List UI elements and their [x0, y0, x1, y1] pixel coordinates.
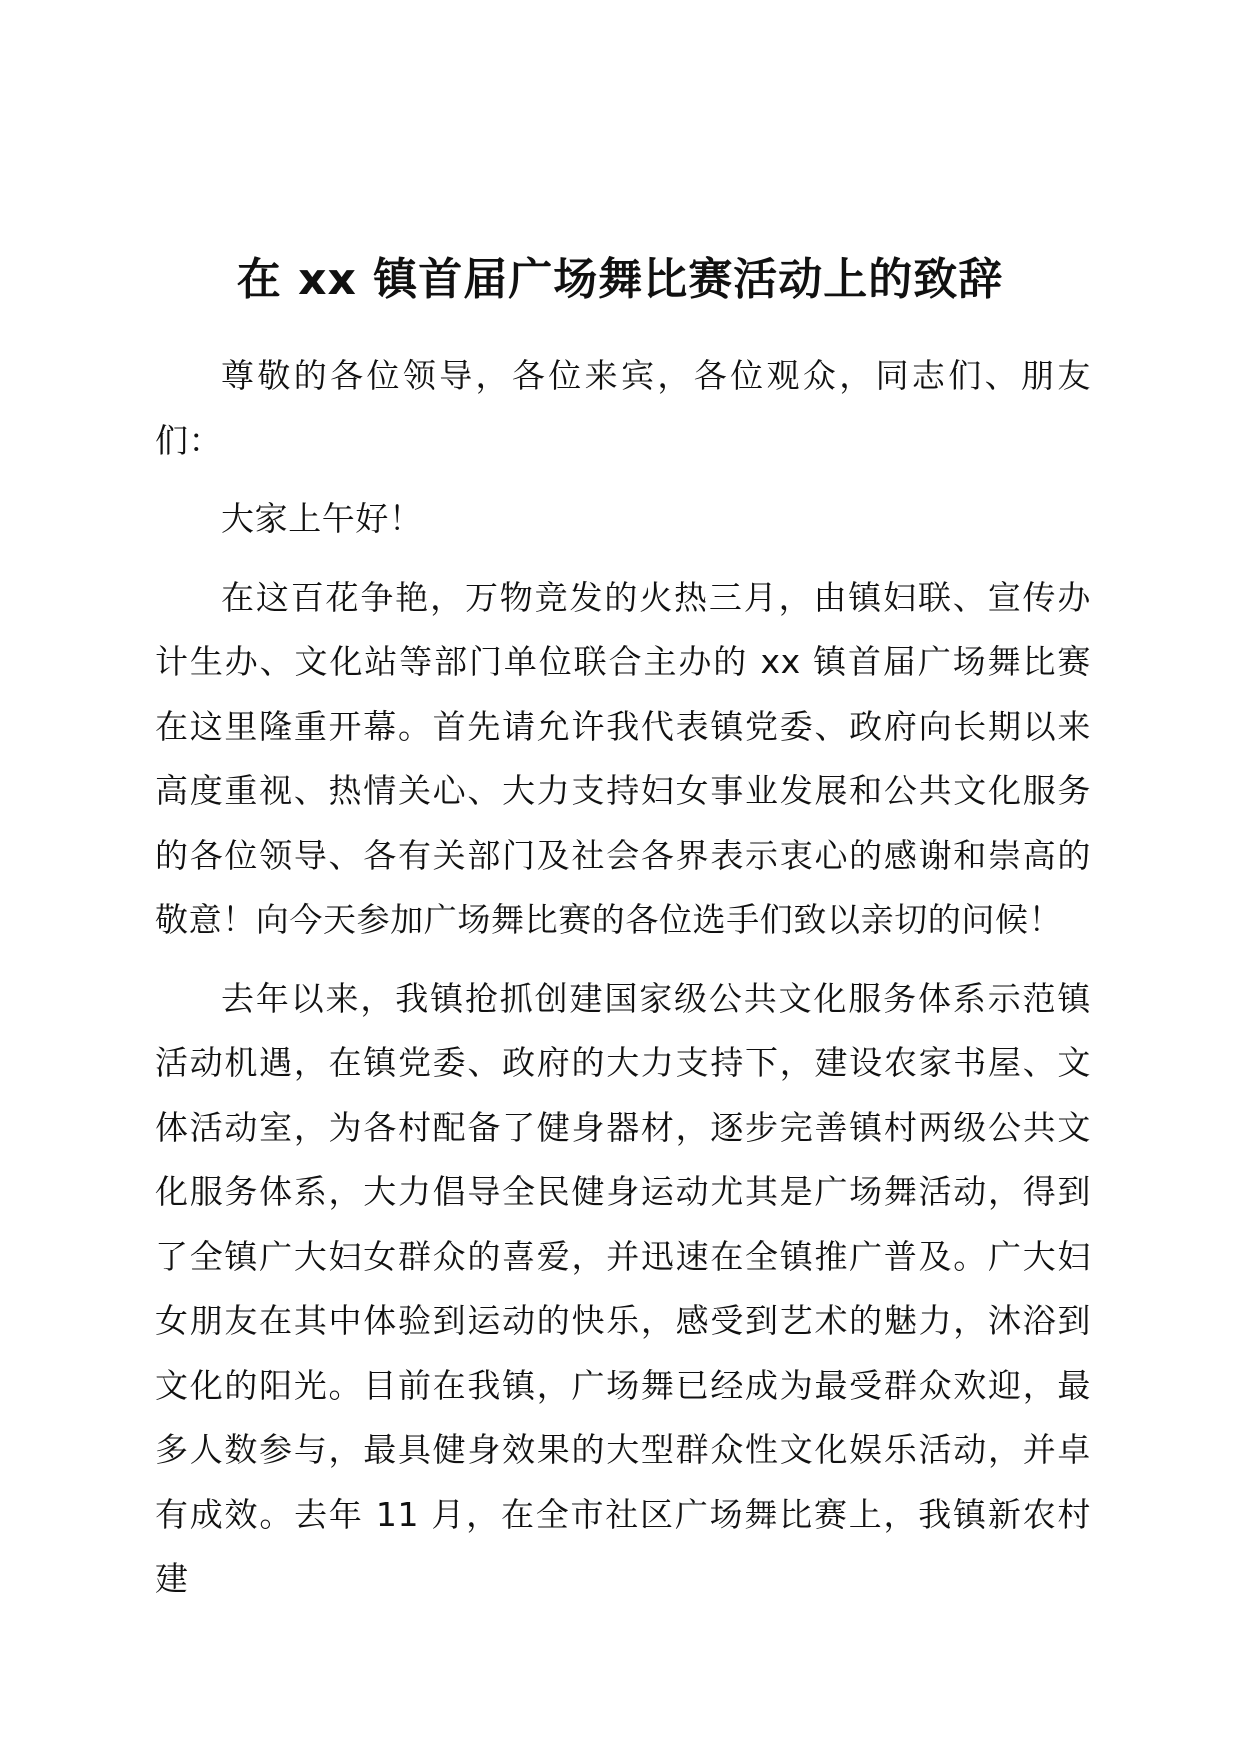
background-paragraph: 去年以来，我镇抢抓创建国家级公共文化服务体系示范镇活动机遇，在镇党委、政府的大力支持下，建设农家书屋、文体活动室，为各村配备了健身器材，逐步完善镇村两级公共文化服务体系，大力倡导全民健身运动尤其是广场舞活动，得到了全镇广大妇女群众的喜爱，并迅速在全镇推广普及。广大妇女朋友在其中体验到运动的快乐，感受到艺术的魅力，沐浴到文化的阳光。目前在我镇，广场舞已经成为最受群众欢迎，最多人数参与，最具健身效果的大型群众性文化娱乐活动，并卓有成效。去年 11 月，在全市社区广场舞比赛上，我镇新农村建 — [155, 978, 1091, 1598]
document-body — [155, 344, 1091, 1626]
greeting-paragraph: 大家上午好！ — [221, 499, 423, 538]
salutation-paragraph: 尊敬的各位领导，各位来宾，各位观众，同志们、朋友们： — [155, 356, 1091, 460]
document-title: 在 xx 镇首届广场舞比赛活动上的致辞 — [236, 254, 1004, 305]
opening-paragraph: 在这百花争艳，万物竞发的火热三月，由镇妇联、宣传办计生办、文化站等部门单位联合主办的 xx 镇首届广场舞比赛在这里隆重开幕。首先请允许我代表镇党委、政府向长期以来高度重视、热情关心、大力支持妇女事业发展和公共文化服务的各位领导、各有关部门及社会各界表示衷心的感谢和崇高的敬意！向今天参加广场舞比赛的各位选手们致以亲切的问候！ — [155, 577, 1091, 939]
